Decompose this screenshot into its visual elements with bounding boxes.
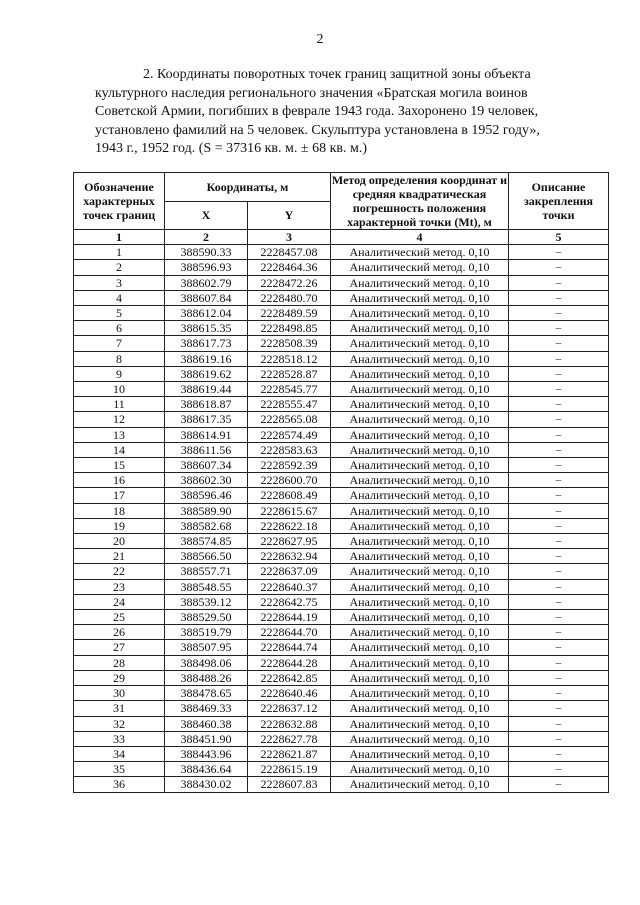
method-cell: Аналитический метод. 0,10 [331,655,509,670]
description-cell: – [509,777,609,792]
table-row [74,625,609,640]
method-cell: Аналитический метод. 0,10 [331,473,509,488]
description-cell: – [509,579,609,594]
description-cell: – [509,351,609,366]
x-cell: 388607.34 [165,458,248,473]
intro-line: 2. Координаты поворотных точек границ защитной зоны объекта [143,67,531,82]
y-cell: 2228637.09 [248,564,331,579]
intro-line: 1943 г., 1952 год. (S = 37316 кв. м. ± 68 кв. м.) [95,141,368,156]
table-row [74,564,609,579]
point-cell: 27 [74,640,165,655]
description-cell: – [509,564,609,579]
point-cell: 5 [74,306,165,321]
point-cell: 17 [74,488,165,503]
method-cell: Аналитический метод. 0,10 [331,306,509,321]
column-number: 3 [248,230,331,245]
description-cell: – [509,686,609,701]
x-cell: 388617.73 [165,336,248,351]
y-cell: 2228583.63 [248,442,331,457]
column-number: 4 [331,230,509,245]
table-row [74,336,609,351]
description-cell: – [509,518,609,533]
method-cell: Аналитический метод. 0,10 [331,351,509,366]
y-cell: 2228615.67 [248,503,331,518]
table-row [74,534,609,549]
method-cell: Аналитический метод. 0,10 [331,670,509,685]
description-cell: – [509,549,609,564]
x-cell: 388469.33 [165,701,248,716]
method-cell: Аналитический метод. 0,10 [331,564,509,579]
coordinates-table [73,172,609,793]
x-cell: 388615.35 [165,321,248,336]
intro-line: культурного наследия регионального значения «Братская могила воинов [95,85,528,101]
method-cell: Аналитический метод. 0,10 [331,716,509,731]
method-cell: Аналитический метод. 0,10 [331,245,509,260]
y-cell: 2228644.19 [248,610,331,625]
y-cell: 2228615.19 [248,762,331,777]
y-cell: 2228627.95 [248,534,331,549]
description-cell: – [509,412,609,427]
point-cell: 16 [74,473,165,488]
table-row [74,321,609,336]
table-row [74,670,609,685]
point-cell: 2 [74,260,165,275]
point-cell: 15 [74,458,165,473]
y-cell: 2228508.39 [248,336,331,351]
y-cell: 2228644.74 [248,640,331,655]
description-cell: – [509,321,609,336]
x-cell: 388539.12 [165,594,248,609]
x-cell: 388596.93 [165,260,248,275]
x-cell: 388611.56 [165,442,248,457]
table-row [74,640,609,655]
y-cell: 2228608.49 [248,488,331,503]
method-cell: Аналитический метод. 0,10 [331,397,509,412]
method-cell: Аналитический метод. 0,10 [331,260,509,275]
point-cell: 12 [74,412,165,427]
y-cell: 2228592.39 [248,458,331,473]
description-cell: – [509,275,609,290]
point-cell: 6 [74,321,165,336]
point-cell: 25 [74,610,165,625]
x-cell: 388498.06 [165,655,248,670]
table-row [74,716,609,731]
description-cell: – [509,336,609,351]
column-number: 5 [509,230,609,245]
description-cell: – [509,245,609,260]
table-row [74,245,609,260]
table-row [74,701,609,716]
x-cell: 388619.44 [165,382,248,397]
method-cell: Аналитический метод. 0,10 [331,503,509,518]
y-cell: 2228489.59 [248,306,331,321]
point-cell: 18 [74,503,165,518]
y-cell: 2228464.36 [248,260,331,275]
point-cell: 24 [74,594,165,609]
method-cell: Аналитический метод. 0,10 [331,366,509,381]
table-row [74,473,609,488]
method-cell: Аналитический метод. 0,10 [331,701,509,716]
header-coordinates: Координаты, м [165,173,331,202]
point-cell: 33 [74,731,165,746]
y-cell: 2228600.70 [248,473,331,488]
table-row [74,458,609,473]
table-row [74,503,609,518]
x-cell: 388602.30 [165,473,248,488]
y-cell: 2228518.12 [248,351,331,366]
x-cell: 388612.04 [165,306,248,321]
y-cell: 2228642.85 [248,670,331,685]
method-cell: Аналитический метод. 0,10 [331,746,509,761]
method-cell: Аналитический метод. 0,10 [331,321,509,336]
y-cell: 2228528.87 [248,366,331,381]
method-cell: Аналитический метод. 0,10 [331,640,509,655]
description-cell: – [509,458,609,473]
x-cell: 388617.35 [165,412,248,427]
x-cell: 388529.50 [165,610,248,625]
table-row [74,351,609,366]
header-x: X [165,201,248,230]
description-cell: – [509,594,609,609]
table-row [74,594,609,609]
table-row [74,290,609,305]
method-cell: Аналитический метод. 0,10 [331,442,509,457]
y-cell: 2228498.85 [248,321,331,336]
y-cell: 2228632.88 [248,716,331,731]
x-cell: 388548.55 [165,579,248,594]
method-cell: Аналитический метод. 0,10 [331,777,509,792]
table-row [74,579,609,594]
point-cell: 3 [74,275,165,290]
column-number: 2 [165,230,248,245]
y-cell: 2228457.08 [248,245,331,260]
y-cell: 2228644.70 [248,625,331,640]
intro-line: Советской Армии, погибших в феврале 1943 года. Захоронено 19 человек, [95,104,539,119]
x-cell: 388519.79 [165,625,248,640]
description-cell: – [509,366,609,381]
y-cell: 2228545.77 [248,382,331,397]
table-row [74,762,609,777]
column-number: 1 [74,230,165,245]
point-cell: 30 [74,686,165,701]
method-cell: Аналитический метод. 0,10 [331,518,509,533]
description-cell: – [509,670,609,685]
point-cell: 4 [74,290,165,305]
method-cell: Аналитический метод. 0,10 [331,594,509,609]
description-cell: – [509,731,609,746]
description-cell: – [509,701,609,716]
point-cell: 11 [74,397,165,412]
table-row [74,382,609,397]
y-cell: 2228637.12 [248,701,331,716]
point-cell: 34 [74,746,165,761]
y-cell: 2228621.87 [248,746,331,761]
x-cell: 388507.95 [165,640,248,655]
table-row [74,275,609,290]
method-cell: Аналитический метод. 0,10 [331,762,509,777]
method-cell: Аналитический метод. 0,10 [331,382,509,397]
point-cell: 8 [74,351,165,366]
header-point: Обозначение характерных точек границ [74,173,165,230]
description-cell: – [509,762,609,777]
y-cell: 2228622.18 [248,518,331,533]
description-cell: – [509,503,609,518]
x-cell: 388607.84 [165,290,248,305]
description-cell: – [509,290,609,305]
x-cell: 388460.38 [165,716,248,731]
method-cell: Аналитический метод. 0,10 [331,412,509,427]
method-cell: Аналитический метод. 0,10 [331,427,509,442]
point-cell: 36 [74,777,165,792]
point-cell: 19 [74,518,165,533]
description-cell: – [509,442,609,457]
y-cell: 2228627.78 [248,731,331,746]
method-cell: Аналитический метод. 0,10 [331,625,509,640]
y-cell: 2228640.46 [248,686,331,701]
x-cell: 388590.33 [165,245,248,260]
y-cell: 2228644.28 [248,655,331,670]
x-cell: 388614.91 [165,427,248,442]
y-cell: 2228640.37 [248,579,331,594]
x-cell: 388582.68 [165,518,248,533]
method-cell: Аналитический метод. 0,10 [331,534,509,549]
description-cell: – [509,397,609,412]
point-cell: 22 [74,564,165,579]
table-row [74,412,609,427]
method-cell: Аналитический метод. 0,10 [331,275,509,290]
header-method: Метод определения координат и средняя квадратическая погрешность положения характерной точки (Mt), м [331,173,508,229]
table-row [74,655,609,670]
method-cell: Аналитический метод. 0,10 [331,458,509,473]
x-cell: 388430.02 [165,777,248,792]
point-cell: 35 [74,762,165,777]
description-cell: – [509,655,609,670]
y-cell: 2228607.83 [248,777,331,792]
point-cell: 13 [74,427,165,442]
description-cell: – [509,488,609,503]
table-row [74,518,609,533]
method-cell: Аналитический метод. 0,10 [331,686,509,701]
point-cell: 31 [74,701,165,716]
y-cell: 2228472.26 [248,275,331,290]
point-cell: 29 [74,670,165,685]
description-cell: – [509,427,609,442]
x-cell: 388488.26 [165,670,248,685]
x-cell: 388451.90 [165,731,248,746]
description-cell: – [509,640,609,655]
x-cell: 388619.62 [165,366,248,381]
point-cell: 32 [74,716,165,731]
x-cell: 388589.90 [165,503,248,518]
table-row [74,549,609,564]
page-number: 2 [316,32,324,47]
column-numbers-row [74,230,609,245]
x-cell: 388478.65 [165,686,248,701]
y-cell: 2228632.94 [248,549,331,564]
description-cell: – [509,716,609,731]
x-cell: 388566.50 [165,549,248,564]
x-cell: 388574.85 [165,534,248,549]
table-row [74,686,609,701]
intro-line: установлено фамилий на 5 человек. Скульптура установлена в 1952 году», [95,122,540,138]
method-cell: Аналитический метод. 0,10 [331,549,509,564]
point-cell: 7 [74,336,165,351]
intro-paragraph [95,66,575,159]
x-cell: 388436.64 [165,762,248,777]
table-row [74,777,609,792]
x-cell: 388443.96 [165,746,248,761]
point-cell: 14 [74,442,165,457]
y-cell: 2228565.08 [248,412,331,427]
table-row [74,488,609,503]
table-row [74,746,609,761]
description-cell: – [509,610,609,625]
table-row [74,442,609,457]
table-row [74,366,609,381]
table-row [74,731,609,746]
method-cell: Аналитический метод. 0,10 [331,336,509,351]
table-row [74,260,609,275]
header-y: Y [248,201,331,230]
x-cell: 388557.71 [165,564,248,579]
y-cell: 2228574.49 [248,427,331,442]
y-cell: 2228642.75 [248,594,331,609]
point-cell: 23 [74,579,165,594]
table-row [74,397,609,412]
point-cell: 20 [74,534,165,549]
point-cell: 9 [74,366,165,381]
point-cell: 26 [74,625,165,640]
point-cell: 28 [74,655,165,670]
description-cell: – [509,625,609,640]
point-cell: 1 [74,245,165,260]
x-cell: 388618.87 [165,397,248,412]
y-cell: 2228555.47 [248,397,331,412]
description-cell: – [509,473,609,488]
x-cell: 388602.79 [165,275,248,290]
header-description: Описание закрепления точки [509,173,609,230]
table-row [74,306,609,321]
table-row [74,610,609,625]
description-cell: – [509,306,609,321]
method-cell: Аналитический метод. 0,10 [331,488,509,503]
method-cell: Аналитический метод. 0,10 [331,290,509,305]
x-cell: 388619.16 [165,351,248,366]
y-cell: 2228480.70 [248,290,331,305]
description-cell: – [509,746,609,761]
table-row [74,427,609,442]
x-cell: 388596.46 [165,488,248,503]
method-cell: Аналитический метод. 0,10 [331,731,509,746]
description-cell: – [509,382,609,397]
method-cell: Аналитический метод. 0,10 [331,579,509,594]
point-cell: 21 [74,549,165,564]
table-body [74,245,609,792]
description-cell: – [509,534,609,549]
description-cell: – [509,260,609,275]
point-cell: 10 [74,382,165,397]
method-cell: Аналитический метод. 0,10 [331,610,509,625]
